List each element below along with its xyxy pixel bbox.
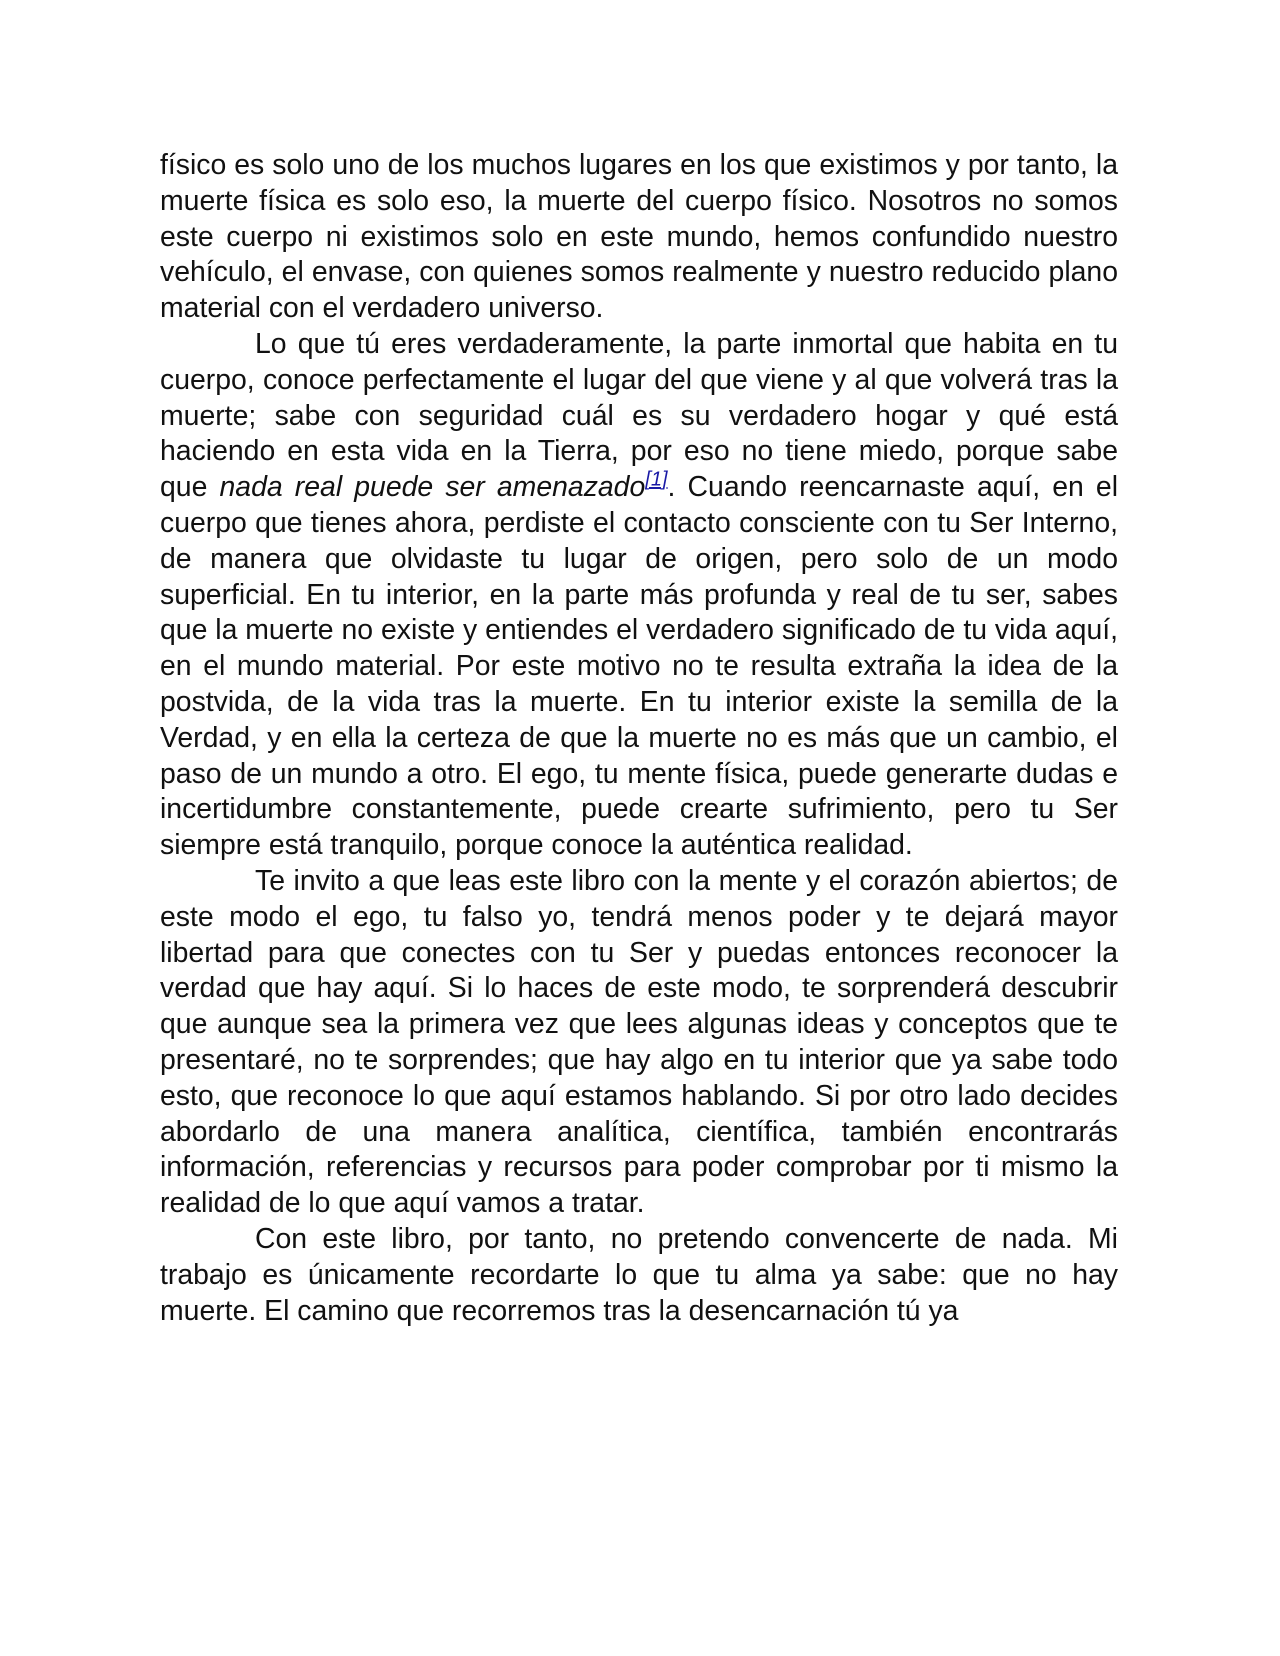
paragraph-1: físico es solo uno de los muchos lugares en los que existimos y por tanto, la muerte física es solo eso, la muerte del cuerpo físico. Nosotros no somos este cuerpo ni existimos solo en este mundo, hemos confundido nuestro vehículo, el envase, con quienes somos realmente y nuestro reducido plano material con el verdadero universo. <box>160 149 1118 325</box>
paragraph-2 <box>160 327 1118 864</box>
paragraph-4: Con este libro, por tanto, no pretendo convencerte de nada. Mi trabajo es únicamente recordarte lo que tu alma ya sabe: que no hay muerte. El camino que recorremos tras la desencarnación tú ya <box>160 1222 1118 1327</box>
paragraph-2-text-before: Lo que tú eres verdaderamente, la parte inmortal que habita en tu cuerpo, conoce perfectamente el lugar del que viene y al que volverá tras la muerte; sabe con seguridad cuál es su verdadero hogar y qué está haciendo en esta vida en la Tierra, por eso no tiene miedo, porque sabe que <box>160 327 1118 504</box>
paragraph-3: Te invito a que leas este libro con la mente y el corazón abiertos; de este modo el ego, tu falso yo, tendrá menos poder y te dejará mayor libertad para que conectes con tu Ser y puedas entonces reconocer la verdad que hay aquí. Si lo haces de este modo, te sorprenderá descubrir que aunque sea la primera vez que lees algunas ideas y conceptos que te presentaré, no te sorprendes; que hay algo en tu interior que ya sabe todo esto, que reconoce lo que aquí estamos hablando. Si por otro lado decides abordarlo de una manera analítica, científica, también encontrarás información, referencias y recursos para poder comprobar por ti mismo la realidad de lo que aquí vamos a tratar. <box>160 864 1118 1220</box>
document-page <box>160 148 1118 1329</box>
paragraph-2-italic-phrase: nada real puede ser amenazado <box>219 471 646 504</box>
paragraph-2-text-after: . Cuando reencarnaste aquí, en el cuerpo que tienes ahora, perdiste el contacto consciente con tu Ser Interno, de manera que olvidaste tu lugar de origen, pero solo de un modo superficial. En tu interior, en la parte más profunda y real de tu ser, sabes que la muerte no existe y entiendes el verdadero significado de tu vida aquí, en el mundo material. Por este motivo no te resulta extraña la idea de la postvida, de la vida tras la muerte. En tu interior existe la semilla de la Verdad, y en ella la certeza de que la muerte no es más que un cambio, el paso de un mundo a otro. El ego, tu mente física, puede generarte dudas e incertidumbre constantemente, puede crearte sufrimiento, pero tu Ser siempre está tranquilo, porque conoce la auténtica realidad. <box>160 471 1119 862</box>
footnote-link-1[interactable]: [1] <box>645 468 668 491</box>
